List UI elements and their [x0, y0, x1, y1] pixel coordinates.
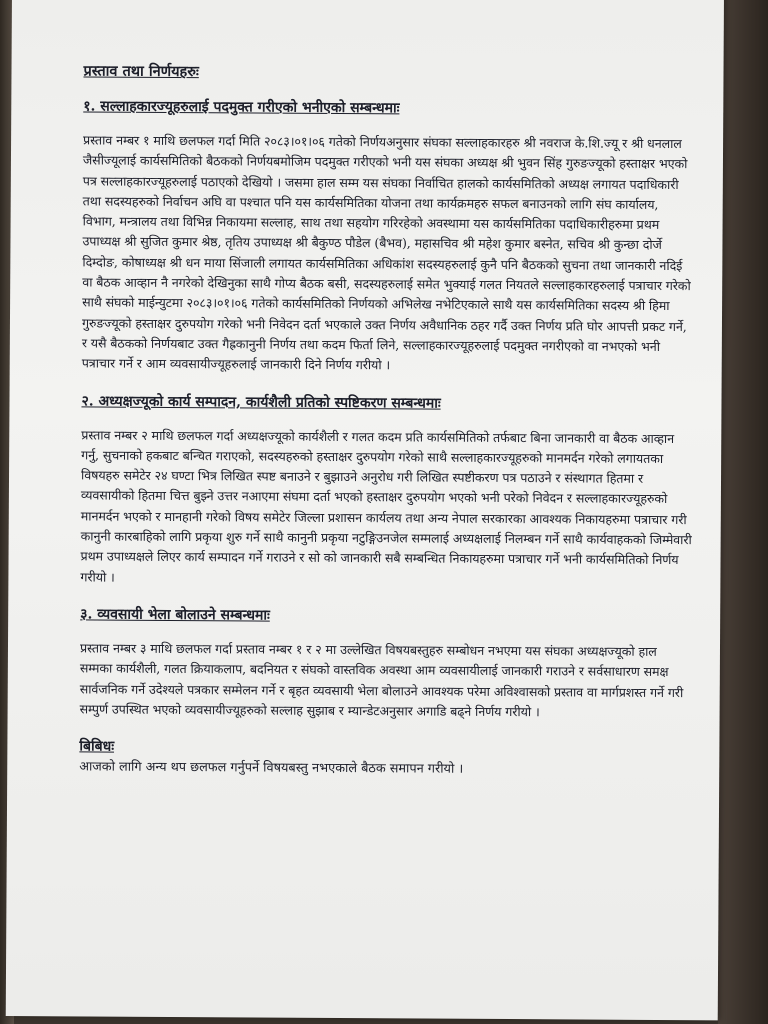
section-2-heading: २. अध्यक्षज्यूको कार्य सम्पादन, कार्यशैली प्रतिको स्पष्टिकरण सम्बन्धमाः	[81, 392, 441, 412]
section-1	[82, 96, 696, 377]
table-surface-right	[718, 0, 768, 1024]
document-title: प्रस्ताव तथा निर्णयहरुः	[83, 62, 199, 81]
section-2	[80, 391, 693, 591]
misc-heading: बिबिधः	[79, 738, 115, 755]
misc-body: आजको लागि अन्य थप छलफल गर्नुपर्ने विषयबस्तु नभएकाले बैठक समापन गरीयो ।	[79, 759, 464, 777]
section-3	[80, 604, 693, 723]
paper-sheet	[6, 0, 724, 1020]
section-1-body: प्रस्ताव नम्बर १ माथि छलफल गर्दा मिति २०८३।०१।०६ गतेको निर्णयअनुसार संघका सल्लाहकारहरु श्री नवराज के.शि.ज्यू र श्री धनलाल जैसीज्यूलाई कार्यसमितिको बैठकको निर्णयबमोजिम पदमुक्त गरीएको भनी यस संघका अध्यक्ष श्री भुवन सिंह गुरुङज्यूको हस्ताक्षर भएको पत्र सल्लाहकारज्यूहरुलाई पठाएको देखियो । जसमा हाल सम्म यस संघका निर्वाचित हालको कार्यसमितिको अध्यक्ष लगायत पदाधिकारी तथा सदस्यहरुको निर्वाचन अघि वा पश्चात पनि यस कार्यसमितिका योजना तथा कार्यक्रमहरु सफल बनाउनको लागि संघ कार्यालय, विभाग, मन्त्रालय तथा विभिन्न निकायमा सल्लाह, साथ तथा सहयोग गरिरहेको अवस्थामा यस कार्यसमितिका पदाधिकारीहरुमा प्रथम उपाध्यक्ष श्री सुजित कुमार श्रेष्ठ, तृतिय उपाध्यक्ष श्री बैकुण्ठ पौडेल (बैभव), महासचिव श्री महेश कुमार बस्नेत, सचिव श्री कुन्छा दोर्जे दिम्दोङ, कोषाध्यक्ष श्री धन माया सिंजाली लगायत कार्यसमितिका अधिकांश सदस्यहरुलाई कुनै पनि बैठकको सुचना तथा जानकारी नदिई वा बैठक आव्हान नै नगरेको देखिनुका साथै गोप्य बैठक बसी, सदस्यहरुलाई समेत भुक्याई गलत नियतले सल्लाहकारहरुलाई पत्राचार गरेको साथै संघको माईन्युटमा २०८३।०१।०६ गतेको कार्यसमितिको निर्णयको अभिलेख नभेटिएकाले साथै यस कार्यसमितिका सदस्य श्री हिमा गुरुङज्यूको हस्ताक्षर दुरुपयोग गरेको भनी निवेदन दर्ता भएकाले उक्त निर्णय अवैधानिक ठहर गर्दै उक्त निर्णय प्रति घोर आपत्ती प्रकट गर्ने, र यसै बैठकको निर्णयबाट उक्त गैह्रकानुनी निर्णय तथा कदम फिर्ता लिने, सल्लाहकारज्यूहरुलाई पदमुक्त नगरीएको वा नभएको भनी पत्राचार गर्ने र आम व्यवसायीज्यूहरुलाई जानकारी दिने निर्णय गरीयो ।	[81, 132, 691, 373]
section-3-body: प्रस्ताव नम्बर ३ माथि छलफल गर्दा प्रस्ताव नम्बर १ र २ मा उल्लेखित विषयबस्तुहरु सम्बोधन नभएमा यस संघका अध्यक्षज्यूको हाल सम्मका कार्यशैली, गलत क्रियाकलाप, बदनियत र संघको वास्तविक अवस्था आम व्यवसायीलाई जानकारी गराउने र सर्वसाधारण समक्ष सार्वजनिक गर्ने उदेश्यले पत्रकार सम्मेलन गर्ने र बृहत व्यवसायी भेला बोलाउने आवश्यक परेमा अविश्वासको प्रस्ताव वा मार्गप्रशस्त गर्ने गरी सम्पुर्ण उपस्थित भएको व्यवसायीज्यूहरुको सल्लाह सुझाब र म्यान्डेटअनुसार अगाडि बढ्ने निर्णय गरीयो ।	[79, 640, 684, 720]
section-3-heading: ३. व्यवसायी भेला बोलाउने सम्बन्धमाः	[80, 606, 270, 624]
section-1-heading: १. सल्लाहकारज्यूहरुलाई पदमुक्त गरीएको भनीएको सम्बन्धमाः	[83, 98, 400, 117]
document-body	[79, 60, 695, 781]
section-2-body: प्रस्ताव नम्बर २ माथि छलफल गर्दा अध्यक्षज्यूको कार्यशैली र गलत कदम प्रति कार्यसमितिको तर्फबाट बिना जानकारी वा बैठक आव्हान गर्नु, सुचनाको हकबाट बन्चित गराएको, सदस्यहरुको हस्ताक्षर दुरुपयोग गरेको साथै सल्लाहकारज्यूहरुको मानमर्दन गरेको लगायतका विषयहरु समेटेर २४ घण्टा भित्र लिखित स्पष्ट बनाउने र बुझाउने अनुरोध गरी लिखित स्पष्टीकरण पत्र पठाउने र संस्थागत हितमा र व्यवसायीको हितमा चित्त बुझ्ने उत्तर नआएमा संघमा दर्ता भएको हस्ताक्षर दुरुपयोग भएको भनी परेको निवेदन र सल्लाहकारज्यूहरुको मानमर्दन भएको र मानहानी गरेको विषय समेटेर जिल्ला प्रशासन कार्यलय तथा अन्य नेपाल सरकारका आवश्यक निकायहरुमा पत्राचार गरी कानुनी कारबाहिको लागि प्रकृया शुरु गर्ने साथै कानुनी प्रकृया नटुङ्गिउनजेल सम्मलाई अध्यक्षलाई निलम्बन गर्ने साथै कार्यवाहकको जिम्मेवारी प्रथम उपाध्यक्षले लिएर कार्य सम्पादन गर्ने गराउने र सो को जानकारी सबै सम्बन्धित निकायहरुमा पत्राचार गर्ने भनी कार्यसमितिको निर्णय गरीयो ।	[80, 426, 692, 585]
misc-section	[79, 737, 691, 782]
